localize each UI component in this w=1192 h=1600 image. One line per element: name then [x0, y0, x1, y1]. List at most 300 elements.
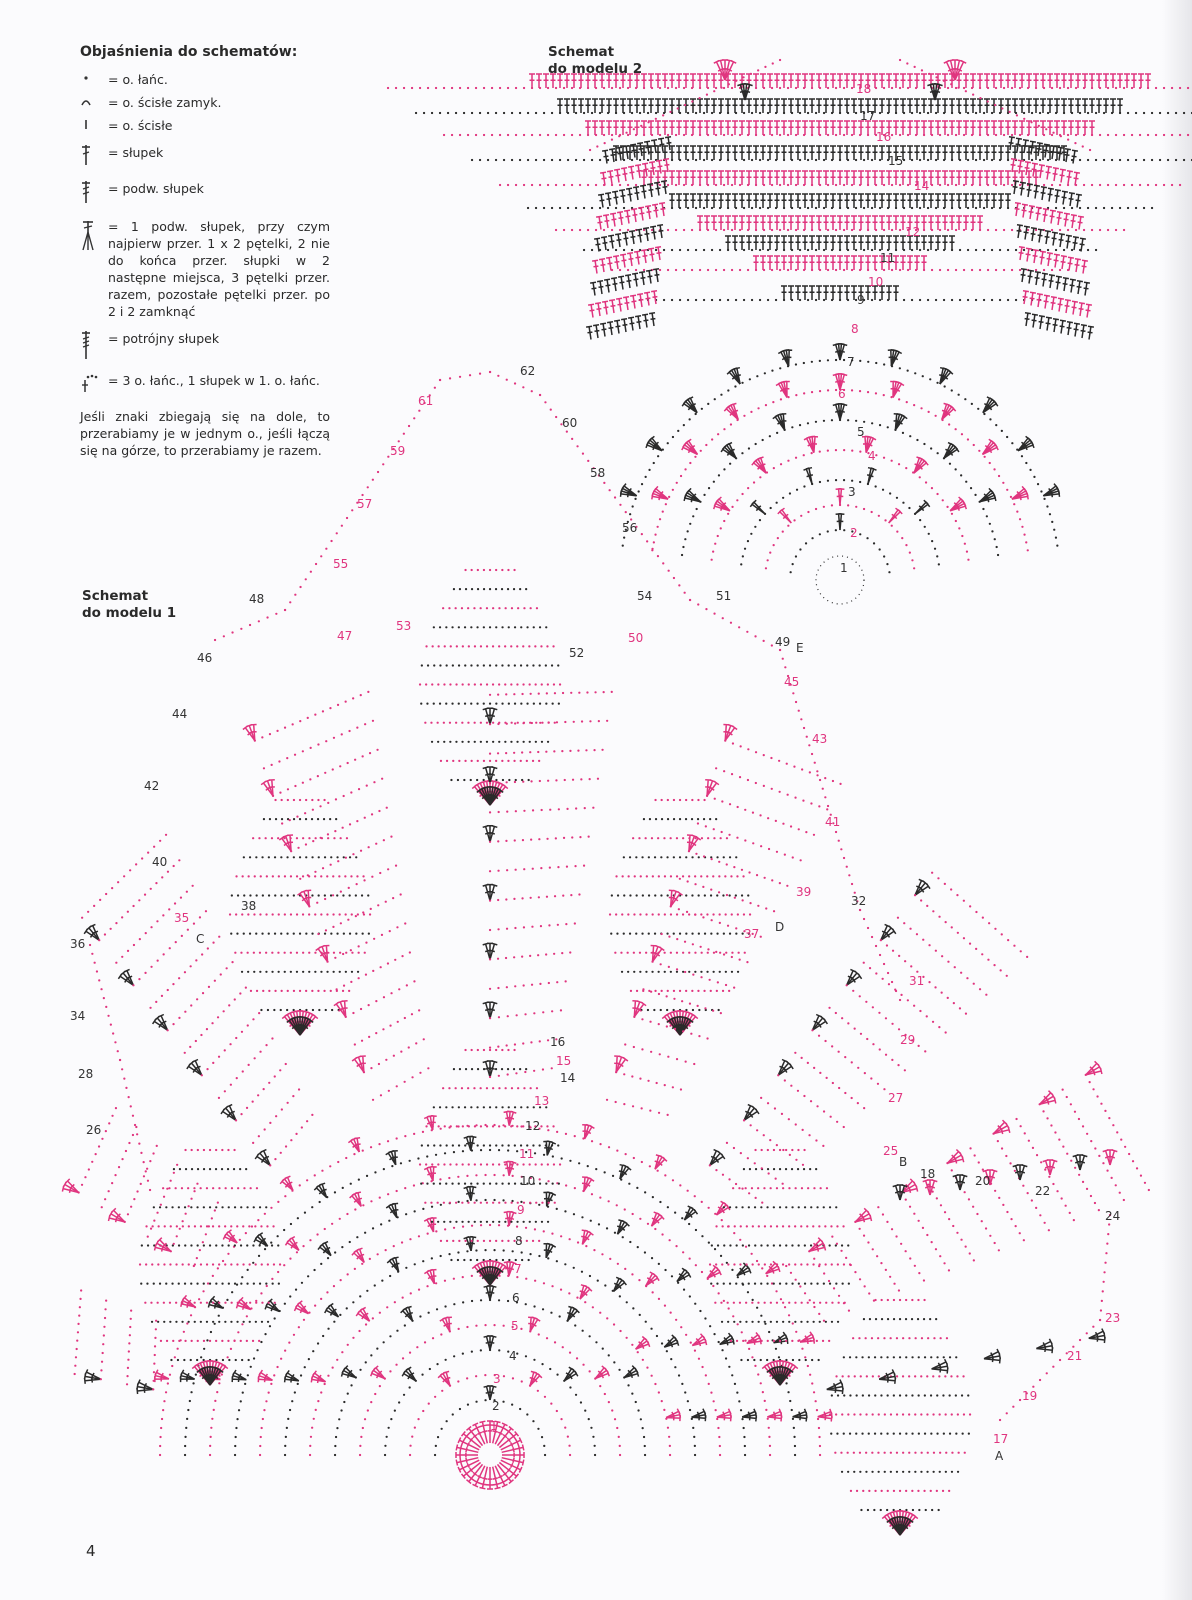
band-stitch [683, 171, 689, 185]
band-stitch [1068, 99, 1074, 113]
wing-stitch [1051, 297, 1057, 310]
band-stitch [795, 216, 801, 230]
wing-stitch [1019, 247, 1025, 260]
shell-stitch [490, 884, 497, 900]
chain-dots [120, 1060, 150, 1190]
band-stitch [823, 99, 829, 113]
wing-stitch [597, 281, 603, 294]
row-number: 47 [337, 629, 353, 643]
band-stitch [928, 99, 934, 113]
shell-stitch [1110, 1150, 1117, 1165]
band-stitch [781, 121, 787, 135]
wing-stitch [659, 203, 665, 216]
band-stitch [816, 146, 822, 160]
band-stitch [851, 99, 857, 113]
schema2-label-line1: Schemat [548, 44, 615, 60]
band-stitch [851, 194, 857, 208]
wing-stitch [665, 137, 671, 150]
band-stitch [746, 99, 752, 113]
band-stitch [886, 74, 892, 88]
shell-stitch [707, 1270, 721, 1279]
band-stitch [648, 74, 654, 88]
band-stitch [599, 121, 605, 135]
band-stitch [802, 256, 808, 270]
wing-stitch [1063, 278, 1069, 291]
chain-dots [710, 1165, 763, 1202]
row-number: 20 [975, 1174, 991, 1188]
wing-stitch [658, 138, 664, 151]
band-stitch [872, 236, 878, 250]
band-stitch [851, 256, 857, 270]
wing-stitch [596, 216, 602, 229]
shell-stitch [634, 1002, 646, 1017]
band-stitch [830, 121, 836, 135]
band-stitch [1054, 99, 1060, 113]
band-stitch [732, 171, 738, 185]
row-number: 62 [520, 364, 536, 378]
wing-stitch [641, 250, 647, 263]
band-stitch [711, 194, 717, 208]
wing-stitch [642, 163, 648, 176]
band-stitch [865, 171, 871, 185]
wing-stitch [636, 229, 642, 242]
band-stitch [900, 256, 906, 270]
band-stitch [746, 171, 752, 185]
row-number: 12 [905, 225, 921, 239]
band-stitch [956, 216, 962, 230]
band-stitch [1089, 121, 1095, 135]
band-stitch [956, 121, 962, 135]
band-stitch [809, 286, 815, 300]
row-number: 55 [333, 557, 349, 571]
chain-dots [82, 835, 166, 918]
band-stitch [718, 146, 724, 160]
chain-dots [202, 1013, 259, 1075]
shell-stitch [243, 726, 255, 741]
band-stitch [907, 256, 913, 270]
band-stitch [1026, 99, 1032, 113]
band-stitch [669, 99, 675, 113]
band-stitch [599, 99, 605, 113]
band-stitch [963, 121, 969, 135]
row-number: 8 [515, 1234, 523, 1248]
row-number: 51 [716, 589, 732, 603]
band-stitch [949, 171, 955, 185]
band-stitch [662, 99, 668, 113]
band-stitch [942, 121, 948, 135]
chain-dots [490, 808, 593, 813]
band-stitch [879, 146, 885, 160]
chain-dots [102, 1127, 137, 1207]
wing-stitch [638, 207, 644, 220]
band-stitch [767, 121, 773, 135]
chain-dots [318, 895, 400, 935]
shell-stitch [323, 1242, 332, 1256]
row-number: 10 [520, 1174, 536, 1188]
band-stitch [956, 194, 962, 208]
band-stitch [669, 74, 675, 88]
wing-stitch [613, 256, 619, 269]
band-stitch [921, 216, 927, 230]
row-number: 16 [550, 1035, 566, 1049]
band-stitch [949, 194, 955, 208]
shell-stitch [406, 1367, 416, 1381]
band-stitch [830, 256, 836, 270]
band-stitch [627, 99, 633, 113]
shell-stitch [595, 1371, 609, 1379]
band-stitch [830, 236, 836, 250]
wing-stitch [637, 294, 643, 307]
band-stitch [816, 194, 822, 208]
band-stitch [837, 236, 843, 250]
chain-dots [440, 372, 490, 380]
legend-note: Jeśli znaki zbiegają się na dole, to przerabiamy je w jednym o., jeśli łączą się na górze, to przerabiamy je razem. [80, 409, 330, 458]
band-stitch [732, 236, 738, 250]
shell-stitch [357, 1248, 364, 1262]
row-number: 38 [241, 899, 257, 913]
chain-dots [364, 1039, 424, 1072]
band-stitch [879, 99, 885, 113]
band-stitch [732, 194, 738, 208]
band-stitch [809, 256, 815, 270]
band-stitch [627, 121, 633, 135]
band-stitch [942, 216, 948, 230]
row-number: 15 [556, 1054, 572, 1068]
shell-stitch [664, 1340, 678, 1347]
wing-stitch [1074, 172, 1080, 185]
wing-stitch [1076, 194, 1082, 207]
wing-stitch [616, 147, 622, 160]
wing-stitch [1077, 281, 1083, 294]
band-stitch [725, 146, 731, 160]
row-number: 23 [1105, 1311, 1121, 1325]
wing-stitch [600, 172, 606, 185]
band-stitch [739, 216, 745, 230]
chain-dots [932, 873, 1027, 957]
wing-stitch [623, 297, 629, 310]
row-number: 1 [840, 561, 848, 575]
band-stitch [865, 256, 871, 270]
center-stitch [502, 1452, 524, 1458]
band-stitch [935, 99, 941, 113]
band-stitch [781, 256, 787, 270]
chain-dots [1100, 1215, 1110, 1320]
wing-stitch [1025, 162, 1031, 175]
chain-dots [127, 1311, 131, 1385]
wing-stitch [1080, 238, 1086, 251]
wing-stitch [652, 204, 658, 217]
band-stitch [697, 121, 703, 135]
wing-stitch [1064, 213, 1070, 226]
band-stitch [725, 121, 731, 135]
wing-stitch [1069, 193, 1075, 206]
band-stitch [816, 171, 822, 185]
chain-dots [682, 420, 998, 555]
band-stitch [949, 99, 955, 113]
band-stitch [823, 74, 829, 88]
band-stitch [977, 74, 983, 88]
band-stitch [788, 216, 794, 230]
band-stitch [795, 171, 801, 185]
row-number: 6 [838, 387, 846, 401]
band-stitch [823, 194, 829, 208]
band-stitch [816, 121, 822, 135]
row-number: 44 [172, 707, 188, 721]
row-number: 56 [622, 521, 638, 535]
band-stitch [774, 236, 780, 250]
band-stitch [578, 99, 584, 113]
band-stitch [774, 146, 780, 160]
band-stitch [844, 121, 850, 135]
wing-stitch [639, 272, 645, 285]
band-stitch [886, 216, 892, 230]
schema1-label-line2: do modelu 1 [82, 605, 177, 621]
shell-stitch [298, 892, 310, 907]
shell-stitch [960, 1175, 967, 1190]
band-stitch [872, 171, 878, 185]
wing-stitch [1057, 212, 1063, 225]
wing-stitch [646, 270, 652, 283]
shell-stitch [780, 508, 792, 523]
row-number: 7 [514, 1262, 522, 1276]
chain-dots [236, 1064, 286, 1120]
band-stitch [823, 171, 829, 185]
band-stitch [893, 216, 899, 230]
band-stitch [1082, 99, 1088, 113]
chain-dots [860, 910, 900, 1000]
band-stitch [592, 121, 598, 135]
chain-dots [168, 962, 233, 1030]
band-stitch [774, 216, 780, 230]
band-stitch [774, 74, 780, 88]
band-stitch [935, 171, 941, 185]
band-stitch [1040, 121, 1046, 135]
wing-stitch [612, 191, 618, 204]
band-stitch [1026, 74, 1032, 88]
chain-dots [653, 962, 735, 988]
row-number: 5 [511, 1319, 519, 1333]
chain-dots [490, 1039, 556, 1047]
band-stitch [1040, 74, 1046, 88]
band-stitch [809, 171, 815, 185]
wing-stitch [1071, 215, 1077, 228]
band-stitch [1117, 74, 1123, 88]
wing-stitch [1067, 322, 1073, 335]
band-stitch [795, 256, 801, 270]
chain-dots [215, 610, 285, 640]
wing-stitch [1041, 187, 1047, 200]
wing-stitch [1058, 147, 1064, 160]
band-stitch [991, 121, 997, 135]
row-number: 14 [560, 1071, 576, 1085]
band-stitch [858, 236, 864, 250]
band-stitch [872, 74, 878, 88]
band-stitch [872, 216, 878, 230]
wing-stitch [1066, 235, 1072, 248]
shell-stitch [636, 1341, 650, 1349]
band-stitch [921, 99, 927, 113]
row-number: 17 [860, 109, 876, 123]
band-stitch [970, 146, 976, 160]
wing-stitch [605, 193, 611, 206]
band-stitch [802, 236, 808, 250]
shell-stitch [490, 1002, 497, 1018]
band-stitch [753, 74, 759, 88]
band-stitch [788, 256, 794, 270]
chain-dots [490, 981, 566, 988]
wing-stitch [1035, 272, 1041, 285]
chain-dots [99, 860, 179, 940]
band-stitch [683, 99, 689, 113]
band-stitch [991, 74, 997, 88]
band-stitch [991, 171, 997, 185]
band-stitch [921, 194, 927, 208]
band-stitch [963, 99, 969, 113]
band-stitch [795, 236, 801, 250]
shell-stitch [360, 1307, 369, 1321]
band-stitch [998, 99, 1004, 113]
band-stitch [928, 121, 934, 135]
wing-stitch [601, 237, 607, 250]
band-stitch [970, 194, 976, 208]
band-stitch [620, 74, 626, 88]
band-stitch [1012, 99, 1018, 113]
band-stitch [907, 121, 913, 135]
band-stitch [711, 146, 717, 160]
band-stitch [613, 99, 619, 113]
chain-dots [680, 879, 774, 911]
shell-stitch [285, 1176, 293, 1190]
band-stitch [809, 99, 815, 113]
band-stitch [970, 99, 976, 113]
wing-stitch [1070, 279, 1076, 292]
band-stitch [949, 146, 955, 160]
wing-stitch [1045, 231, 1051, 244]
band-stitch [606, 74, 612, 88]
shell-stitch [889, 510, 903, 523]
schema1-label-line1: Schemat [82, 588, 149, 604]
wing-stitch [1017, 225, 1023, 238]
wing-stitch [1054, 254, 1060, 267]
band-stitch [627, 74, 633, 88]
row-number: 26 [86, 1123, 102, 1137]
wing-stitch [616, 298, 622, 311]
band-stitch [935, 216, 941, 230]
wing-stitch [1075, 259, 1081, 272]
wing-stitch [655, 247, 661, 260]
chain-dots [264, 721, 373, 769]
row-number: 7 [847, 355, 855, 369]
row-number: 49 [775, 635, 791, 649]
wing-stitch [1060, 320, 1066, 333]
wing-stitch [1056, 276, 1062, 289]
chain-dots [915, 895, 1007, 976]
row-number: 36 [70, 937, 86, 951]
band-stitch [1047, 121, 1053, 135]
band-stitch [1082, 74, 1088, 88]
row-number: 46 [197, 651, 213, 665]
band-stitch [830, 194, 836, 208]
band-stitch [711, 99, 717, 113]
chain-dots [171, 1184, 198, 1252]
wing-stitch [628, 166, 634, 179]
band-stitch [767, 194, 773, 208]
band-stitch [690, 121, 696, 135]
band-stitch [858, 146, 864, 160]
row-number: 28 [78, 1067, 94, 1081]
band-stitch [718, 171, 724, 185]
legend-text: = o. ścisłe [108, 118, 173, 133]
chain-dots [355, 1010, 419, 1044]
band-stitch [690, 194, 696, 208]
band-stitch [704, 146, 710, 160]
band-stitch [942, 236, 948, 250]
band-stitch [571, 74, 577, 88]
band-stitch [900, 121, 906, 135]
row-number: 12 [525, 1119, 541, 1133]
band-stitch [676, 99, 682, 113]
chain-dots [133, 911, 206, 985]
band-stitch [718, 99, 724, 113]
band-stitch [921, 236, 927, 250]
wing-stitch [586, 326, 592, 339]
band-stitch [1110, 74, 1116, 88]
band-stitch [739, 146, 745, 160]
band-stitch [634, 121, 640, 135]
band-stitch [844, 99, 850, 113]
band-stitch [935, 146, 941, 160]
row-number: 16 [876, 130, 892, 144]
wing-stitch [1082, 260, 1088, 273]
chain-dots [285, 380, 440, 610]
band-stitch [732, 99, 738, 113]
band-stitch [1089, 74, 1095, 88]
band-stitch [725, 99, 731, 113]
wing-stitch [1024, 226, 1030, 239]
chain-dots [255, 692, 369, 741]
wing-stitch [1033, 250, 1039, 263]
wing-stitch [1038, 229, 1044, 242]
band-stitch [725, 236, 731, 250]
band-stitch [1040, 99, 1046, 113]
wing-stitch [1046, 317, 1052, 330]
chain-dots [328, 924, 406, 962]
row-number: A [995, 1449, 1004, 1463]
band-stitch [942, 194, 948, 208]
wing-stitch [607, 171, 613, 184]
band-stitch [844, 256, 850, 270]
band-stitch [802, 146, 808, 160]
chain-dots [490, 837, 589, 842]
row-number: 15 [888, 154, 904, 168]
band-stitch [704, 216, 710, 230]
band-stitch [823, 256, 829, 270]
band-stitch [781, 146, 787, 160]
wing-stitch [1084, 282, 1090, 295]
wing-stitch [604, 279, 610, 292]
band-stitch [837, 286, 843, 300]
band-stitch [767, 146, 773, 160]
row-number: 39 [796, 885, 812, 899]
band-stitch [893, 121, 899, 135]
band-stitch [704, 194, 710, 208]
band-stitch [809, 194, 815, 208]
chain-dots [707, 796, 814, 835]
chain-dots [864, 963, 946, 1033]
band-stitch [865, 194, 871, 208]
chain-dots [607, 1100, 668, 1115]
band-stitch [669, 171, 675, 185]
